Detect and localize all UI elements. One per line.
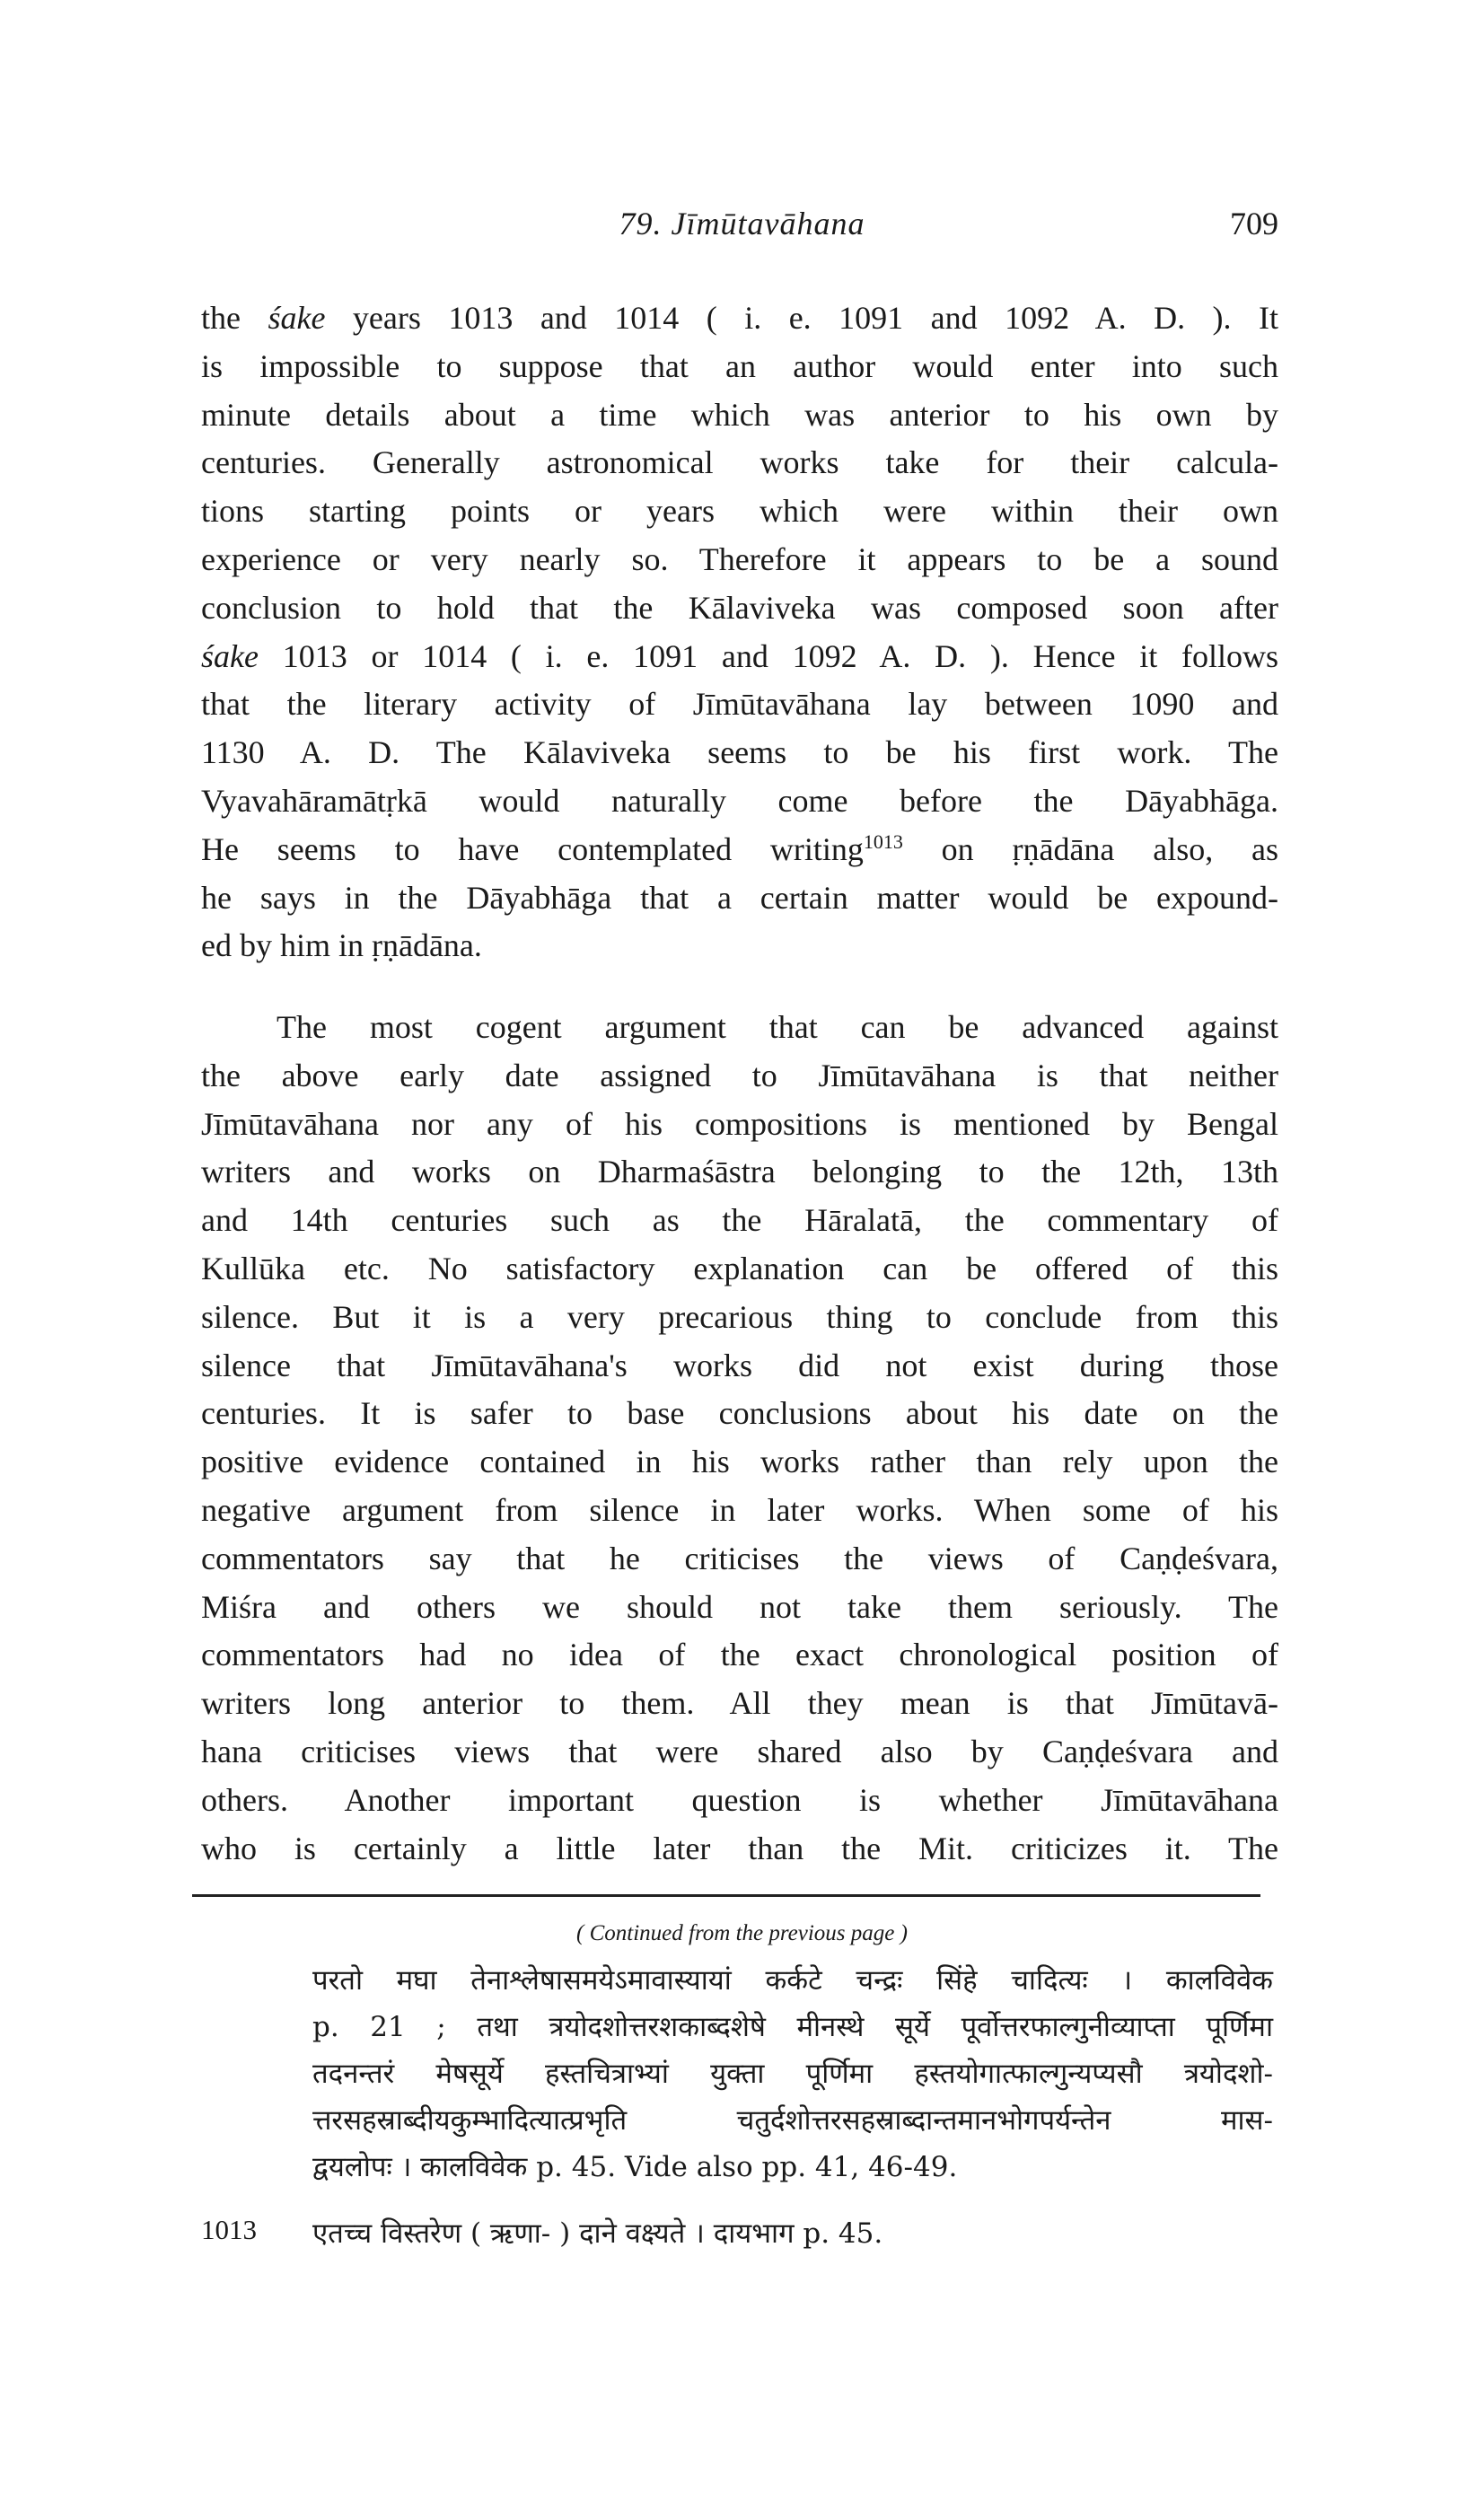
paragraph-1 [201,294,1278,970]
text-line: centuries. It is safer to base conclusions about his date on the [201,1395,1278,1432]
text: 1013 or 1014 ( i. e. 1091 and 1092 A. D. ). Hence it follows [258,637,1278,674]
italic-term: śake [268,300,326,336]
text-line: Miśra and others we should not take them seriously. The [201,1588,1278,1625]
text: He seems to have contemplated writing [201,830,864,867]
footnote-line: परतो मघा तेनाश्लेषासमयेऽमावास्यायां कर्कटे चन्द्रः सिंहे चादित्यः । कालविवेक [312,1964,1273,1997]
text-line [201,826,1278,874]
text: on ṛṇādāna also, as [902,830,1279,867]
footnote-ref: 1013 [863,830,903,853]
text-line [201,294,1278,343]
italic-term: śake [201,637,259,674]
footnote-line: द्वयलोपः । कालविवेक p. 45. Vide also pp. 41, 46-49. [312,2151,958,2183]
footnote-continued [312,1957,1273,2190]
text-line: he says in the Dāyabhāga that a certain matter would be expound- [201,879,1278,916]
text-line: that the literary activity of Jīmūtavāhana lay between 1090 and [201,686,1278,723]
text-line: experience or very nearly so. Therefore it appears to be a sound [201,540,1278,577]
paragraph-2 [201,1004,1278,1873]
text-line: positive evidence contained in his works rather than rely upon the [201,1444,1278,1480]
text-line: conclusion to hold that the Kālaviveka was composed soon after [201,589,1278,626]
footnote-continued-label: ( Continued from the previous page ) [576,1921,908,1945]
text-line: and 14th centuries such as the Hāralatā, the commentary of [201,1202,1278,1239]
text-line: negative argument from silence in later works. When some of his [201,1491,1278,1528]
text-line: writers long anterior to them. All they mean is that Jīmūtavā- [201,1685,1278,1722]
text-line: hana criticises views that were shared also by Caṇḍeśvara and [201,1733,1278,1769]
text-line: tions starting points or years which were within their own [201,493,1278,530]
text-line: others. Another important question is whether Jīmūtavāhana [201,1781,1278,1818]
text: the [201,300,268,336]
footnote-line: तदनन्तरं मेषसूर्ये हस्तचित्राभ्यां युक्ता पूर्णिमा हस्तयोगात्फाल्गुन्यप्यसौ त्रयोदशो- [312,2058,1273,2090]
text-line: 1130 A. D. The Kālaviveka seems to be his first work. The [201,734,1278,771]
text-line: The most cogent argument that can be advanced against [277,1009,1278,1045]
text-line: ed by him in ṛṇādāna. [201,927,482,964]
footnote-line: त्तरसहस्राब्दीयकुम्भादित्यात्प्रभृति चतुर्दशोत्तरसहस्राब्दान्तमानभोगपर्यन्तेन मास- [312,2104,1273,2137]
footnote-text: एतच्च विस्तरेण ( ऋणा- ) दाने वक्ष्यते । दायभाग p. 45. [312,2217,883,2250]
footnote-number: 1013 [201,2214,257,2245]
text-line: writers and works on Dharmaśāstra belonging to the 12th, 13th [201,1154,1278,1190]
page-number: 709 [1230,206,1278,241]
text-line: silence. But it is a very precarious thing to conclude from this [201,1298,1278,1335]
text-line: the above early date assigned to Jīmūtavāhana is that neither [201,1057,1278,1093]
text: years 1013 and 1014 ( i. e. 1091 and 1092 A. D. ). It [325,300,1279,336]
text-line: Kullūka etc. No satisfactory explanation can be offered of this [201,1250,1278,1286]
footnote-divider [192,1894,1260,1897]
text-line: is impossible to suppose that an author would enter into such [201,347,1278,384]
running-header-title: 79. Jīmūtavāhana [619,206,865,241]
text-line [201,633,1278,681]
text-line: Vyavahāramātṛkā would naturally come before the Dāyabhāga. [201,782,1278,819]
text-line: minute details about a time which was anterior to his own by [201,396,1278,433]
text-line: centuries. Generally astronomical works take for their calcula- [201,444,1278,481]
text-line: Jīmūtavāhana nor any of his compositions is mentioned by Bengal [201,1105,1278,1142]
text-line: who is certainly a little later than the Mit. criticizes it. The [201,1830,1278,1866]
footnote-line: p. 21 ; तथा त्रयोदशोत्तरशकाब्दशेषे मीनस्थे सूर्ये पूर्वोत्तरफाल्गुनीव्याप्ता पूर्णिमा [312,2011,1273,2043]
text-line: silence that Jīmūtavāhana's works did not exist during those [201,1347,1278,1383]
text-line: commentators say that he criticises the views of Caṇḍeśvara, [201,1540,1278,1576]
text-line: commentators had no idea of the exact chronological position of [201,1637,1278,1673]
